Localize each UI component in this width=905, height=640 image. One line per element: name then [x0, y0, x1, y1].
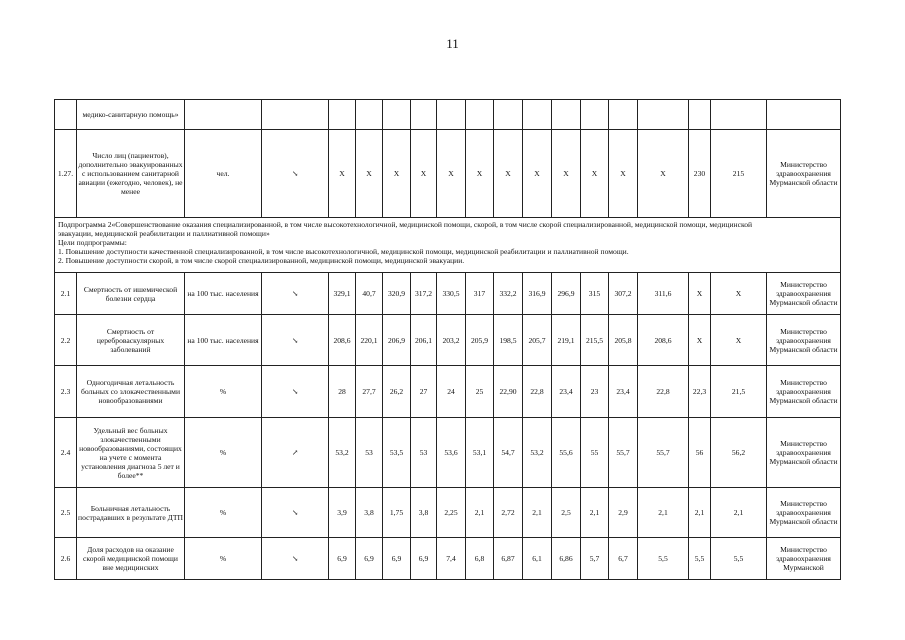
value-cell: 208,6 — [329, 315, 356, 366]
value-cell: 53,1 — [466, 418, 494, 488]
value-cell: 24 — [437, 366, 466, 418]
value-cell: 2,1 — [689, 488, 711, 538]
table-row-1-27 — [55, 130, 841, 218]
indicator-name: Удельный вес больных злокачественными новообразованиями, состоящих на учете с момента установления диагноза 5 лет и более** — [77, 418, 185, 488]
subprogram-goals-heading: Цели подпрограммы: — [58, 238, 127, 247]
value-cell: 23,4 — [552, 366, 581, 418]
value-cell: 6,1 — [523, 538, 552, 580]
trend-arrow: ↘ — [262, 538, 329, 580]
value-cell: 28 — [329, 366, 356, 418]
value-cell: 296,9 — [552, 273, 581, 315]
responsible-cell: Министерство здравоохранения Мурманской области — [767, 315, 841, 366]
indicator-name: медико-санитарную помощь» — [77, 100, 185, 130]
unit-cell: чел. — [185, 130, 262, 218]
value-cell: 6,9 — [411, 538, 437, 580]
responsible-cell: Министерство здравоохранения Мурманской области — [767, 488, 841, 538]
value-cell: X — [609, 130, 638, 218]
value-cell: 2,9 — [609, 488, 638, 538]
value-cell: 2,25 — [437, 488, 466, 538]
value-cell: 5,5 — [638, 538, 689, 580]
value-cell: 317 — [466, 273, 494, 315]
value-cell: 53 — [411, 418, 437, 488]
indicator-name: Больничная летальность пострадавших в результате ДТП — [77, 488, 185, 538]
value-cell: 315 — [581, 273, 609, 315]
table-row-2-1 — [55, 273, 841, 315]
value-cell: 230 — [689, 130, 711, 218]
value-cell: 332,2 — [494, 273, 523, 315]
value-cell: 316,9 — [523, 273, 552, 315]
indicators-table — [54, 99, 841, 580]
subprogram-goal-1: 1. Повышение доступности качественной специализированной, в том числе высокотехнологичной, медицинской помощи, медицинской реабилитации и паллиативной помощи. — [58, 247, 629, 256]
value-cell: 22,8 — [638, 366, 689, 418]
value-cell: 27,7 — [356, 366, 383, 418]
responsible-cell: Министерство здравоохранения Мурманской области — [767, 366, 841, 418]
value-cell: X — [689, 273, 711, 315]
value-cell: 307,2 — [609, 273, 638, 315]
value-cell: 6,87 — [494, 538, 523, 580]
value-cell: X — [689, 315, 711, 366]
value-cell: 55,7 — [609, 418, 638, 488]
value-cell: X — [711, 273, 767, 315]
value-cell: 6,8 — [466, 538, 494, 580]
row-number — [55, 100, 77, 130]
value-cell: 5,5 — [711, 538, 767, 580]
row-number: 2.3 — [55, 366, 77, 418]
value-cell: 3,9 — [329, 488, 356, 538]
table-row-continued — [55, 100, 841, 130]
unit-cell: на 100 тыс. населения — [185, 273, 262, 315]
value-cell: 22,90 — [494, 366, 523, 418]
value-cell: 27 — [411, 366, 437, 418]
trend-arrow: ↘ — [262, 488, 329, 538]
value-cell: 22,8 — [523, 366, 552, 418]
value-cell: 53,6 — [437, 418, 466, 488]
subprogram-row — [55, 218, 841, 273]
value-cell: X — [638, 130, 689, 218]
subprogram-title: Подпрограмма 2«Совершенствование оказания специализированной, в том числе высокотехнологичной, медицинской помощи, скорой, в том числе скорой специализированной, медицинской помощи, медицинской — [58, 220, 753, 229]
indicator-name: Одногодичная летальность больных со злокачественными новообразованиями — [77, 366, 185, 418]
value-cell: 7,4 — [437, 538, 466, 580]
subprogram-goal-2: 2. Повышение доступности скорой, в том числе скорой специализированной, медицинской помощи, медицинской эвакуации. — [58, 256, 465, 265]
indicator-name: Смертность от цереброваскулярных заболеваний — [77, 315, 185, 366]
value-cell: X — [466, 130, 494, 218]
table-row-2-6 — [55, 538, 841, 580]
value-cell: 23 — [581, 366, 609, 418]
value-cell: 2,1 — [638, 488, 689, 538]
value-cell: 329,1 — [329, 273, 356, 315]
value-cell: 53 — [356, 418, 383, 488]
unit-cell: % — [185, 366, 262, 418]
value-cell: X — [383, 130, 411, 218]
trend-arrow: ↘ — [262, 315, 329, 366]
indicator-name: Доля расходов на оказание скорой медицинской помощи вне медицинских — [77, 538, 185, 580]
value-cell: 205,9 — [466, 315, 494, 366]
row-number: 2.1 — [55, 273, 77, 315]
value-cell: X — [523, 130, 552, 218]
value-cell: 54,7 — [494, 418, 523, 488]
value-cell: X — [329, 130, 356, 218]
value-cell: 206,9 — [383, 315, 411, 366]
value-cell: X — [494, 130, 523, 218]
value-cell: 21,5 — [711, 366, 767, 418]
value-cell: X — [411, 130, 437, 218]
responsible-cell: Министерство здравоохранения Мурманской области — [767, 130, 841, 218]
value-cell: 55 — [581, 418, 609, 488]
value-cell: 26,2 — [383, 366, 411, 418]
row-number: 2.5 — [55, 488, 77, 538]
value-cell: 206,1 — [411, 315, 437, 366]
value-cell: X — [581, 130, 609, 218]
value-cell: 330,5 — [437, 273, 466, 315]
value-cell: 6,86 — [552, 538, 581, 580]
value-cell: 53,5 — [383, 418, 411, 488]
row-number: 1.27. — [55, 130, 77, 218]
table-row-2-4 — [55, 418, 841, 488]
unit-cell: % — [185, 488, 262, 538]
value-cell: X — [552, 130, 581, 218]
value-cell: 3,8 — [411, 488, 437, 538]
value-cell: 1,75 — [383, 488, 411, 538]
value-cell: 208,6 — [638, 315, 689, 366]
value-cell: 56,2 — [711, 418, 767, 488]
table-row-2-5 — [55, 488, 841, 538]
value-cell: 205,7 — [523, 315, 552, 366]
value-cell: 22,3 — [689, 366, 711, 418]
value-cell: 55,6 — [552, 418, 581, 488]
value-cell: 5,5 — [689, 538, 711, 580]
value-cell: 203,2 — [437, 315, 466, 366]
value-cell: 53,2 — [523, 418, 552, 488]
value-cell: 23,4 — [609, 366, 638, 418]
value-cell: 2,5 — [552, 488, 581, 538]
value-cell: 2,1 — [523, 488, 552, 538]
row-number: 2.2 — [55, 315, 77, 366]
value-cell: 6,9 — [329, 538, 356, 580]
table-row-2-2 — [55, 315, 841, 366]
value-cell: 317,2 — [411, 273, 437, 315]
value-cell: 215,5 — [581, 315, 609, 366]
trend-arrow: ↘ — [262, 130, 329, 218]
value-cell: 219,1 — [552, 315, 581, 366]
responsible-cell: Министерство здравоохранения Мурманской — [767, 538, 841, 580]
value-cell: 55,7 — [638, 418, 689, 488]
value-cell: 2,1 — [711, 488, 767, 538]
value-cell: 5,7 — [581, 538, 609, 580]
value-cell: 6,9 — [356, 538, 383, 580]
page-number: 11 — [446, 36, 459, 51]
value-cell: 53,2 — [329, 418, 356, 488]
indicator-name: Смертность от ишемической болезни сердца — [77, 273, 185, 315]
trend-arrow: ↗ — [262, 418, 329, 488]
value-cell: 6,7 — [609, 538, 638, 580]
subprogram-title-cont: эвакуации, медицинской реабилитации и паллиативной помощи» — [58, 229, 270, 238]
value-cell: 2,1 — [581, 488, 609, 538]
unit-cell: на 100 тыс. населения — [185, 315, 262, 366]
value-cell: X — [711, 315, 767, 366]
value-cell: X — [356, 130, 383, 218]
trend-arrow: ↘ — [262, 273, 329, 315]
value-cell: 215 — [711, 130, 767, 218]
row-number: 2.4 — [55, 418, 77, 488]
unit-cell: % — [185, 418, 262, 488]
value-cell: 198,5 — [494, 315, 523, 366]
value-cell: 220,1 — [356, 315, 383, 366]
trend-arrow: ↘ — [262, 366, 329, 418]
value-cell: 311,6 — [638, 273, 689, 315]
responsible-cell: Министерство здравоохранения Мурманской области — [767, 273, 841, 315]
row-number: 2.6 — [55, 538, 77, 580]
subprogram-description — [55, 218, 841, 273]
value-cell: 205,8 — [609, 315, 638, 366]
value-cell: 6,9 — [383, 538, 411, 580]
value-cell: 2,72 — [494, 488, 523, 538]
responsible-cell: Министерство здравоохранения Мурманской области — [767, 418, 841, 488]
value-cell: 320,9 — [383, 273, 411, 315]
unit-cell: % — [185, 538, 262, 580]
value-cell: X — [437, 130, 466, 218]
value-cell: 40,7 — [356, 273, 383, 315]
table-row-2-3 — [55, 366, 841, 418]
value-cell: 25 — [466, 366, 494, 418]
value-cell: 3,8 — [356, 488, 383, 538]
value-cell: 2,1 — [466, 488, 494, 538]
value-cell: 56 — [689, 418, 711, 488]
indicator-name: Число лиц (пациентов), дополнительно эвакуированных с использованием санитарной авиации (ежегодно, человек), не менее — [77, 130, 185, 218]
